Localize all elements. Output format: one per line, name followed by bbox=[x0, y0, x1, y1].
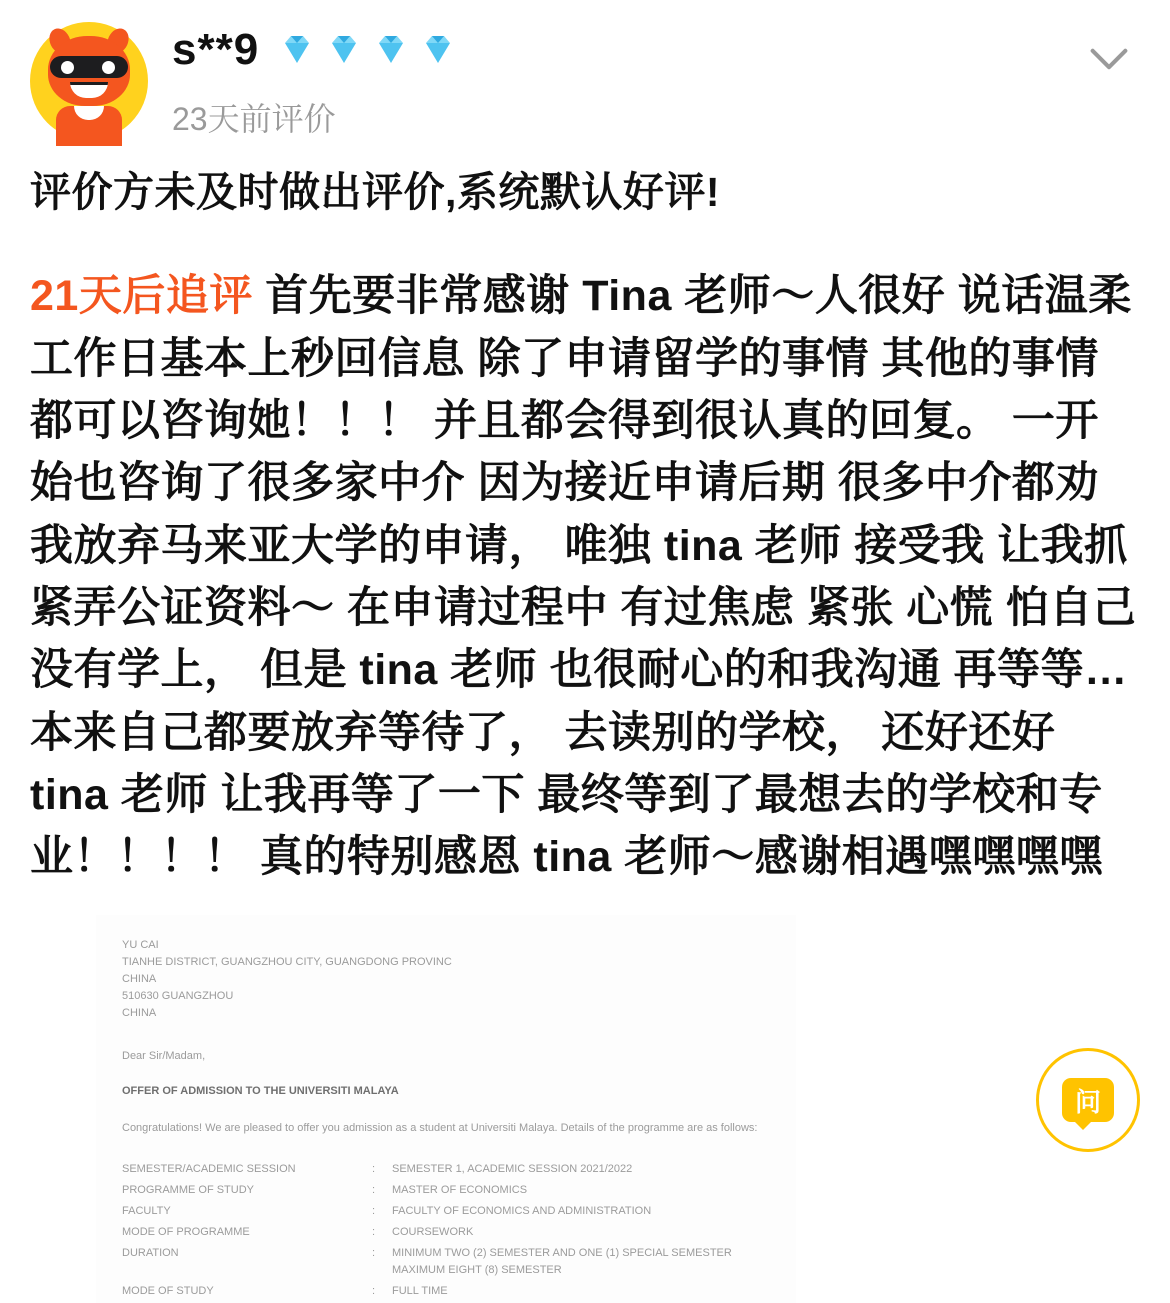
avatar-eye-right bbox=[102, 61, 115, 74]
review-time: 23天前评价 bbox=[172, 101, 336, 137]
offer-addressee-line: YU CAI bbox=[122, 938, 159, 951]
offer-detail-colon: : bbox=[372, 1205, 376, 1218]
attachment-wrap[interactable] bbox=[0, 915, 1170, 1303]
offer-detail-key: MODE OF PROGRAMME bbox=[122, 1226, 250, 1239]
offer-addressee-line: CHINA bbox=[122, 972, 157, 985]
offer-detail-key: PROGRAMME OF STUDY bbox=[122, 1184, 255, 1197]
offer-detail-colon: : bbox=[372, 1184, 376, 1197]
offer-details-table bbox=[122, 1159, 770, 1302]
review-user-info bbox=[148, 22, 1074, 140]
offer-detail-colon: : bbox=[372, 1247, 376, 1260]
offer-addressee-line: 510630 GUANGZHOU bbox=[122, 989, 234, 1002]
offer-addressee bbox=[122, 937, 770, 1022]
user-name-row bbox=[172, 25, 1074, 74]
diamond-icon bbox=[418, 30, 458, 70]
avatar[interactable] bbox=[30, 22, 148, 140]
diamond-icon bbox=[277, 30, 317, 70]
offer-detail-value: FULL TIME bbox=[392, 1285, 448, 1298]
table-row bbox=[122, 1159, 770, 1180]
review-body bbox=[0, 150, 1170, 889]
ask-button[interactable] bbox=[1036, 1048, 1140, 1152]
append-review-tag: 21天后追评 bbox=[30, 272, 253, 321]
diamond-icon bbox=[371, 30, 411, 70]
default-praise-text: 评价方未及时做出评价,系统默认好评! bbox=[30, 169, 721, 215]
table-row bbox=[122, 1281, 770, 1302]
chat-bubble-icon: 问 bbox=[1062, 1078, 1114, 1122]
table-row bbox=[122, 1180, 770, 1201]
avatar-eye-left bbox=[61, 61, 74, 74]
table-row bbox=[122, 1222, 770, 1243]
offer-intro: Congratulations! We are pleased to offer you admission as a student at Universiti Malaya. Details of the programme are as follows: bbox=[122, 1122, 758, 1135]
offer-addressee-line: CHINA bbox=[122, 1007, 157, 1020]
offer-salutation: Dear Sir/Madam, bbox=[122, 1050, 206, 1063]
offer-detail-key: SEMESTER/ACADEMIC SESSION bbox=[122, 1163, 296, 1176]
offer-detail-value: MINIMUM TWO (2) SEMESTER AND ONE (1) SPECIAL SEMESTER MAXIMUM EIGHT (8) SEMESTER bbox=[392, 1247, 732, 1277]
offer-detail-key: FACULTY bbox=[122, 1205, 171, 1218]
table-row bbox=[122, 1243, 770, 1281]
offer-detail-value: FACULTY OF ECONOMICS AND ADMINISTRATION bbox=[392, 1205, 652, 1218]
diamond-icon bbox=[324, 30, 364, 70]
chevron-down-icon bbox=[1081, 31, 1137, 92]
review-header bbox=[0, 0, 1170, 150]
offer-detail-key: DURATION bbox=[122, 1247, 179, 1260]
offer-detail-colon: : bbox=[372, 1163, 376, 1176]
collapse-button[interactable] bbox=[1074, 26, 1144, 96]
offer-addressee-line: TIANHE DISTRICT, GUANGZHOU CITY, GUANGDONG PROVINC bbox=[122, 955, 452, 968]
offer-letter-image[interactable] bbox=[96, 915, 796, 1303]
table-row bbox=[122, 1201, 770, 1222]
offer-detail-colon: : bbox=[372, 1285, 376, 1298]
user-name: s**9 bbox=[172, 25, 260, 74]
append-review-block bbox=[30, 265, 1142, 888]
user-level-badges bbox=[277, 30, 458, 70]
offer-subject: OFFER OF ADMISSION TO THE UNIVERSITI MALAYA bbox=[122, 1085, 399, 1098]
offer-detail-value: MASTER OF ECONOMICS bbox=[392, 1184, 528, 1197]
offer-detail-value: COURSEWORK bbox=[392, 1226, 474, 1239]
offer-detail-value: SEMESTER 1, ACADEMIC SESSION 2021/2022 bbox=[392, 1163, 633, 1176]
append-review-text: 首先要非常感谢 Tina 老师～人很好 说话温柔 工作日基本上秒回信息 除了申请留学的事情 其他的事情都可以咨询她！！！ 并且都会得到很认真的回复。 一开始也咨询了很多家中介 因为接近申请后期 很多中介都劝我放弃马来亚大学的申请， 唯独 tina 老师 接受我 让我抓紧弄公证资料～ 在申请过程中 有过焦虑 紧张 心慌 怕自己没有学上， 但是 tina 老师 也很耐心的和我沟通 再等等…本来自己都要放弃等待了， 去读别的学校， 还好还好 tina 老师 让我再等了一下 最终等到了最想去的学校和专业！！！！ 真的特别感恩 tina 老师～感谢相遇嘿嘿嘿嘿 bbox=[30, 272, 1137, 882]
offer-detail-colon: : bbox=[372, 1226, 376, 1239]
offer-detail-key: MODE OF STUDY bbox=[122, 1285, 214, 1298]
